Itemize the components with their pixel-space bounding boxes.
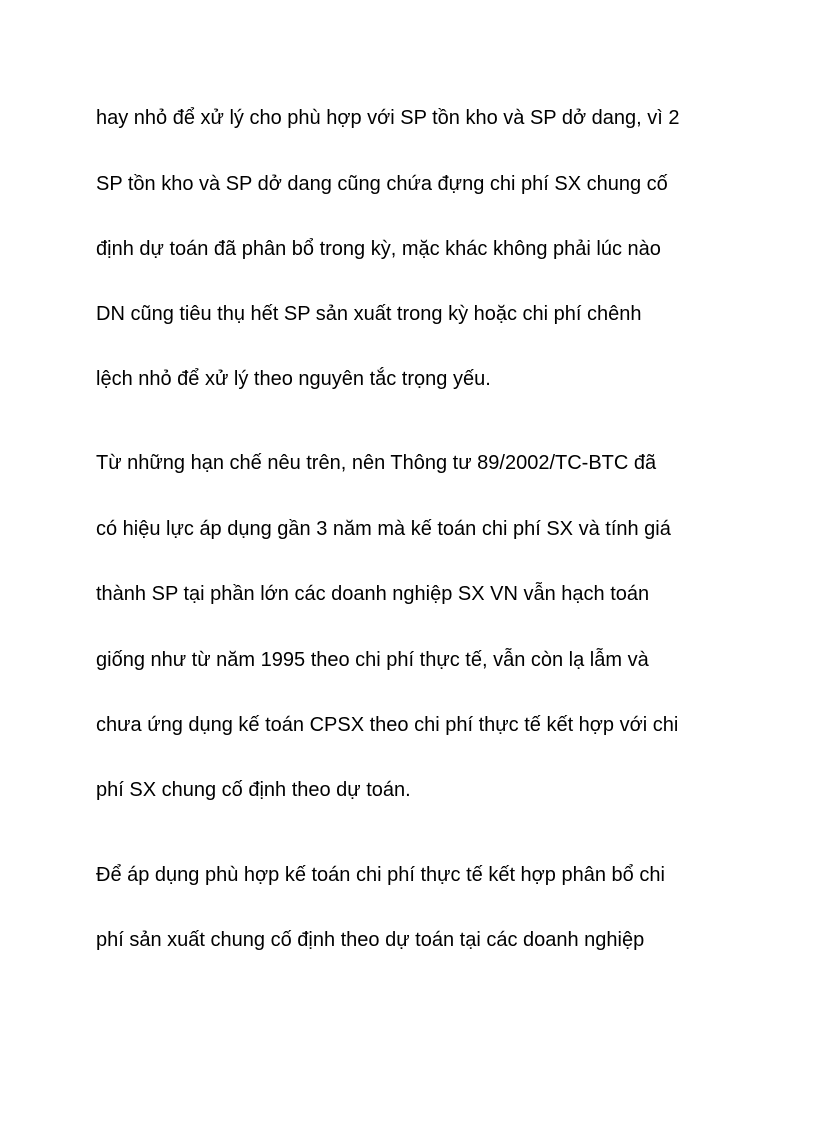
paragraph-2-line-5: chưa ứng dụng kế toán CPSX theo chi phí thực tế kết hợp với chi [96, 714, 679, 736]
paragraph-3-line-2: phí sản xuất chung cố định theo dự toán tại các doanh nghiệp [96, 929, 645, 951]
paragraph-2-line-3: thành SP tại phần lớn các doanh nghiệp SX VN vẫn hạch toán [96, 583, 650, 605]
paragraph-2-line-1: Từ những hạn chế nêu trên, nên Thông tư 89/2002/TC-BTC đã [96, 452, 657, 474]
paragraph-1-line-2: SP tồn kho và SP dở dang cũng chứa đựng chi phí SX chung cố [96, 173, 668, 195]
paragraph-1-line-4: DN cũng tiêu thụ hết SP sản xuất trong kỳ hoặc chi phí chênh [96, 303, 642, 325]
paragraph-3-line-1: Để áp dụng phù hợp kế toán chi phí thực tế kết hợp phân bổ chi [96, 864, 665, 886]
paragraph-1-line-1: hay nhỏ để xử lý cho phù hợp với SP tồn kho và SP dở dang, vì 2 [96, 107, 680, 129]
paragraph-2-line-6: phí SX chung cố định theo dự toán. [96, 779, 411, 801]
paragraph-1-line-5: lệch nhỏ để xử lý theo nguyên tắc trọng yếu. [96, 368, 491, 390]
paragraph-1-line-3: định dự toán đã phân bổ trong kỳ, mặc khác không phải lúc nào [96, 238, 661, 260]
paragraph-2-line-2: có hiệu lực áp dụng gần 3 năm mà kế toán chi phí SX và tính giá [96, 518, 671, 540]
paragraph-2-line-4: giống như từ năm 1995 theo chi phí thực tế, vẫn còn lạ lẫm và [96, 649, 649, 671]
